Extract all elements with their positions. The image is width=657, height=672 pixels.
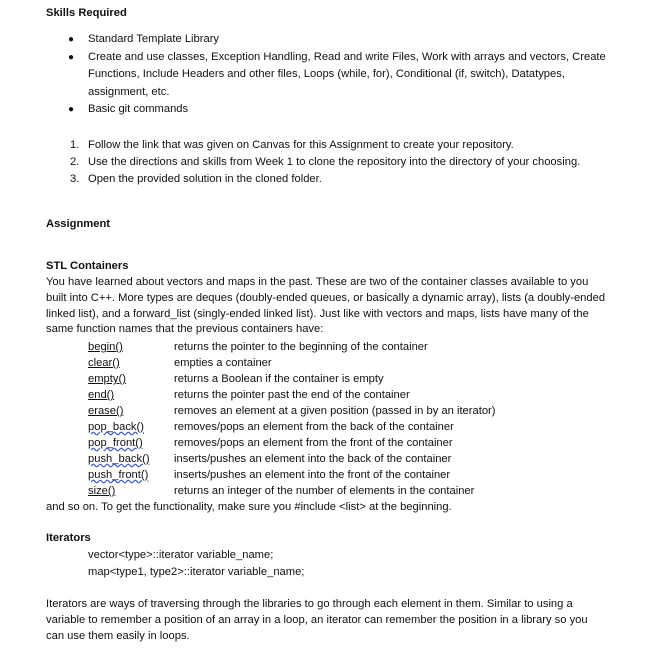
list-item-text: Basic git commands (88, 103, 189, 116)
function-list (46, 339, 646, 499)
step-number: 3. (70, 173, 80, 186)
code-block (46, 547, 646, 581)
function-description: inserts/pushes an element into the back of the container (174, 453, 452, 465)
code-line: map<type1, type2>::iterator variable_name; (88, 566, 305, 578)
function-name: begin() (88, 341, 123, 353)
function-row (46, 435, 646, 451)
stl-heading: STL Containers (46, 260, 129, 272)
function-row (46, 339, 646, 355)
step-text: Follow the link that was given on Canvas for this Assignment to create your repository. (88, 139, 514, 151)
list-item (46, 154, 608, 171)
step-text: Use the directions and skills from Week 1 to clone the repository into the directory of your choosing. (88, 156, 581, 169)
function-description: removes/pops an element from the front of the container (174, 437, 453, 449)
function-row (46, 419, 646, 435)
skills-list (46, 31, 646, 119)
function-name: erase() (88, 405, 124, 417)
function-row (46, 403, 646, 419)
step-text: Open the provided solution in the cloned folder. (88, 173, 322, 186)
steps-list (46, 137, 646, 189)
function-description: removes/pops an element from the back of the container (174, 421, 454, 433)
iterators-heading: Iterators (46, 532, 91, 544)
list-item (46, 31, 608, 49)
function-name: clear() (88, 357, 120, 369)
function-name: empty() (88, 373, 126, 385)
list-item (46, 137, 608, 154)
function-description: inserts/pushes an element into the front of the container (174, 469, 451, 481)
function-row (46, 387, 646, 403)
bullet-icon: ● (68, 104, 75, 116)
list-item-text: Create and use classes, Exception Handling, Read and write Files, Work with arrays and vectors, Create Functions, Include Headers and other files, Loops (while, for), Conditional (if, switch), Datatypes, assignment, etc. (88, 50, 606, 98)
function-description: empties a container (174, 357, 272, 369)
stl-outro-paragraph: and so on. To get the functionality, make sure you #include <list> at the beginning. (46, 501, 452, 513)
step-number: 1. (70, 139, 80, 151)
code-line: vector<type>::iterator variable_name; (88, 549, 274, 561)
step-number: 2. (70, 156, 80, 169)
iterators-paragraph: Iterators are ways of traversing through the libraries to go through each element in them. Similar to using a variable to remember a position of an array in a loop, an iterator can remember the position in a library so you can use them easily in loops. (46, 598, 588, 642)
stl-intro-paragraph: You have learned about vectors and maps in the past. These are two of the container classes available to you built into C++. More types are deques (doubly-ended queues, or basically a dynamic array), lists (a doubly-ended linked list), and a forward_list (singly-ended linked list). Just like with vectors and maps, lists have many of the same function names that the previous containers have: (46, 276, 606, 336)
function-name: pop_back() (88, 421, 144, 433)
function-name: push_back() (88, 453, 150, 465)
assignment-heading: Assignment (46, 218, 111, 230)
bullet-icon: ● (68, 34, 75, 45)
function-description: removes an element at a given position (passed in by an iterator) (174, 405, 496, 417)
list-item (46, 49, 608, 102)
list-item (46, 101, 608, 119)
function-name: push_front() (88, 469, 149, 481)
function-name: end() (88, 389, 115, 401)
list-item-text: Standard Template Library (88, 33, 220, 45)
function-description: returns a Boolean if the container is empty (174, 373, 384, 385)
function-description: returns the pointer to the beginning of the container (174, 341, 428, 353)
function-description: returns the pointer past the end of the container (174, 389, 410, 401)
bullet-icon: ● (68, 51, 75, 63)
function-row (46, 451, 646, 467)
list-item (46, 171, 608, 188)
function-name: pop_front() (88, 437, 143, 449)
function-row (46, 355, 646, 371)
function-name: size() (88, 485, 116, 497)
function-description: returns an integer of the number of elements in the container (174, 485, 475, 497)
function-row (46, 467, 646, 483)
skills-heading: Skills Required (46, 7, 127, 19)
function-row (46, 483, 646, 499)
function-row (46, 371, 646, 387)
